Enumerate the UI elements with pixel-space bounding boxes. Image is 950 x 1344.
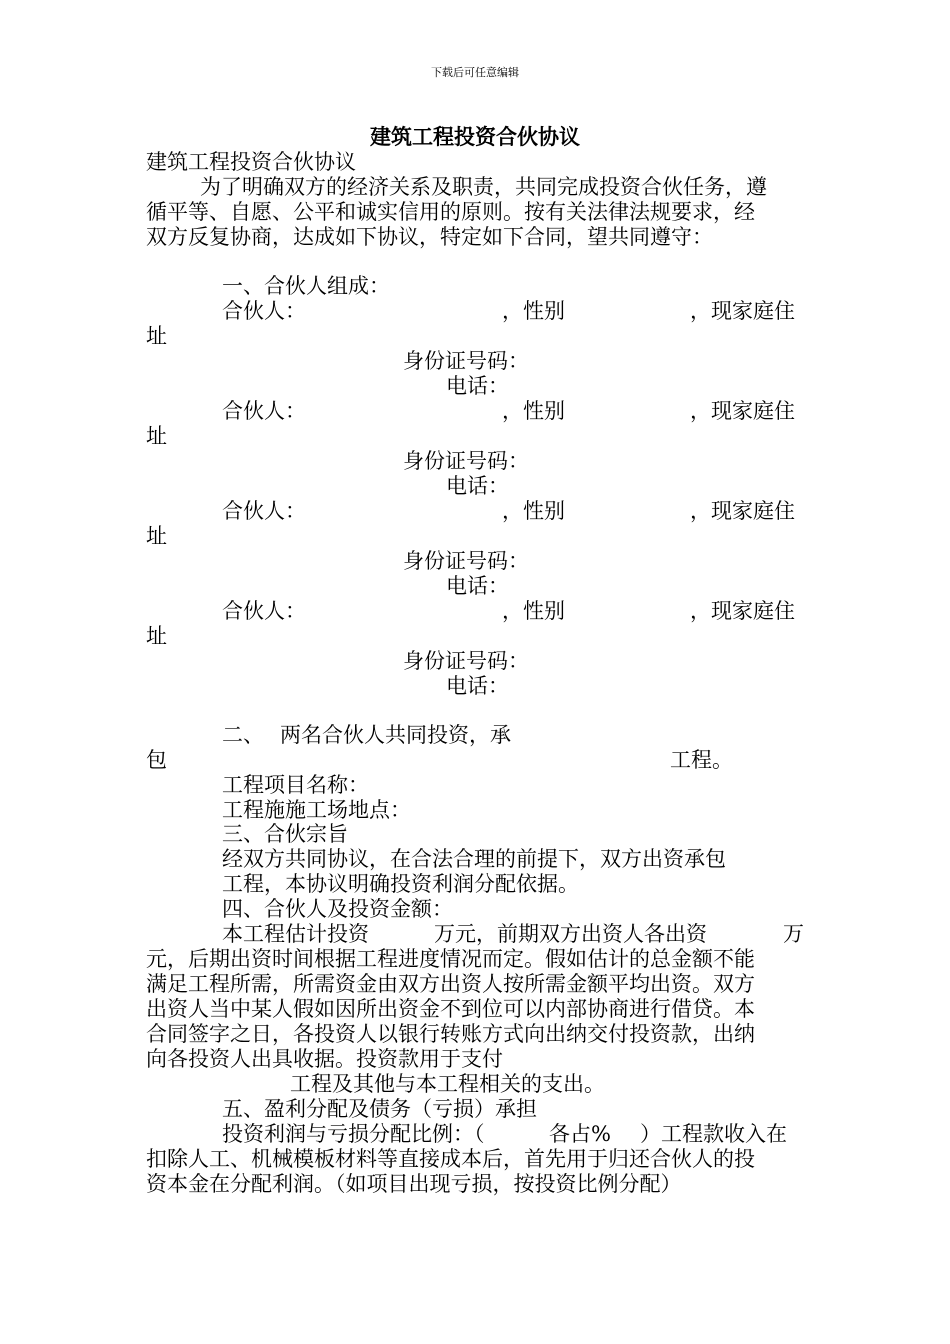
section5-line-1c: ）工程款收入在 <box>640 1122 787 1146</box>
gender-label: ，性别 <box>502 499 565 523</box>
project-name-label: 工程项目名称： <box>222 773 369 797</box>
phone-label: 电话： <box>446 474 509 498</box>
gender-label: ，性别 <box>502 599 565 623</box>
address-label: ，现家庭住 <box>690 299 795 323</box>
phone-label: 电话： <box>446 574 509 598</box>
intro-line-2: 循平等、自愿、公平和诚实信用的原则。按有关法律法规要求，经 <box>146 200 755 224</box>
page-header-note: 下载后可任意编辑 <box>431 66 519 79</box>
section2-number: 二、 <box>222 723 264 747</box>
document-subtitle: 建筑工程投资合伙协议 <box>146 150 356 174</box>
id-number-label: 身份证号码： <box>403 649 529 673</box>
section5-line-3: 资本金在分配利润。（如项目出现亏损，按投资比例分配） <box>146 1172 682 1196</box>
section3-heading: 三、合伙宗旨 <box>222 822 348 846</box>
section4-line-3: 满足工程所需，所需资金由双方出资人按所需金额平均出资。双方 <box>146 972 755 996</box>
section2-continuation: 包 <box>146 748 167 772</box>
address-label: ，现家庭住 <box>690 399 795 423</box>
section5-line-1a: 投资利润与亏损分配比例：（ <box>222 1122 485 1146</box>
address-continuation: 址 <box>146 424 167 448</box>
partner-label: 合伙人： <box>222 299 306 323</box>
section5-line-1b: 各占% <box>549 1122 611 1146</box>
project-site-label: 工程施施工场地点： <box>222 798 411 822</box>
address-continuation: 址 <box>146 324 167 348</box>
section4-line-4: 出资人当中某人假如因所出资金不到位可以内部协商进行借贷。本 <box>146 997 755 1021</box>
document-title: 建筑工程投资合伙协议 <box>370 124 580 149</box>
section4-heading: 四、合伙人及投资金额： <box>222 897 453 921</box>
section4-line-6: 向各投资人出具收据。投资款用于支付 <box>146 1047 503 1071</box>
section4-line-1c: 万 <box>783 922 804 946</box>
section4-line-1a: 本工程估计投资 <box>222 922 369 946</box>
address-label: ，现家庭住 <box>690 499 795 523</box>
phone-label: 电话： <box>446 674 509 698</box>
section5-line-2: 扣除人工、机械模板材料等直接成本后，首先用于归还合伙人的投 <box>146 1147 755 1171</box>
section1-heading: 一、合伙人组成： <box>222 274 390 298</box>
intro-line-3: 双方反复协商，达成如下协议，特定如下合同，望共同遵守： <box>146 225 713 249</box>
partner-label: 合伙人： <box>222 399 306 423</box>
section4-line-1b: 万元，前期双方出资人各出资 <box>434 922 707 946</box>
id-number-label: 身份证号码： <box>403 349 529 373</box>
section4-line-5: 合同签字之日，各投资人以银行转账方式向出纳交付投资款，出纳 <box>146 1022 755 1046</box>
id-number-label: 身份证号码： <box>403 549 529 573</box>
phone-label: 电话： <box>446 374 509 398</box>
gender-label: ，性别 <box>502 399 565 423</box>
address-label: ，现家庭住 <box>690 599 795 623</box>
address-continuation: 址 <box>146 624 167 648</box>
address-continuation: 址 <box>146 524 167 548</box>
intro-line-1: 为了明确双方的经济关系及职责，共同完成投资合伙任务，遵 <box>200 175 767 199</box>
partner-label: 合伙人： <box>222 599 306 623</box>
section4-line-7: 工程及其他与本工程相关的支出。 <box>290 1072 605 1096</box>
partner-label: 合伙人： <box>222 499 306 523</box>
section2-project-suffix: 工程。 <box>670 748 733 772</box>
section4-line-2: 元，后期出资时间根据工程进度情况而定。假如估计的总金额不能 <box>146 947 755 971</box>
section3-line-2: 工程，本协议明确投资利润分配依据。 <box>222 872 579 896</box>
gender-label: ，性别 <box>502 299 565 323</box>
section5-heading: 五、盈利分配及债务（亏损）承担 <box>222 1097 537 1121</box>
section3-line-1: 经双方共同协议，在合法合理的前提下，双方出资承包 <box>222 847 726 871</box>
section2-heading: 两名合伙人共同投资，承 <box>280 723 511 747</box>
id-number-label: 身份证号码： <box>403 449 529 473</box>
